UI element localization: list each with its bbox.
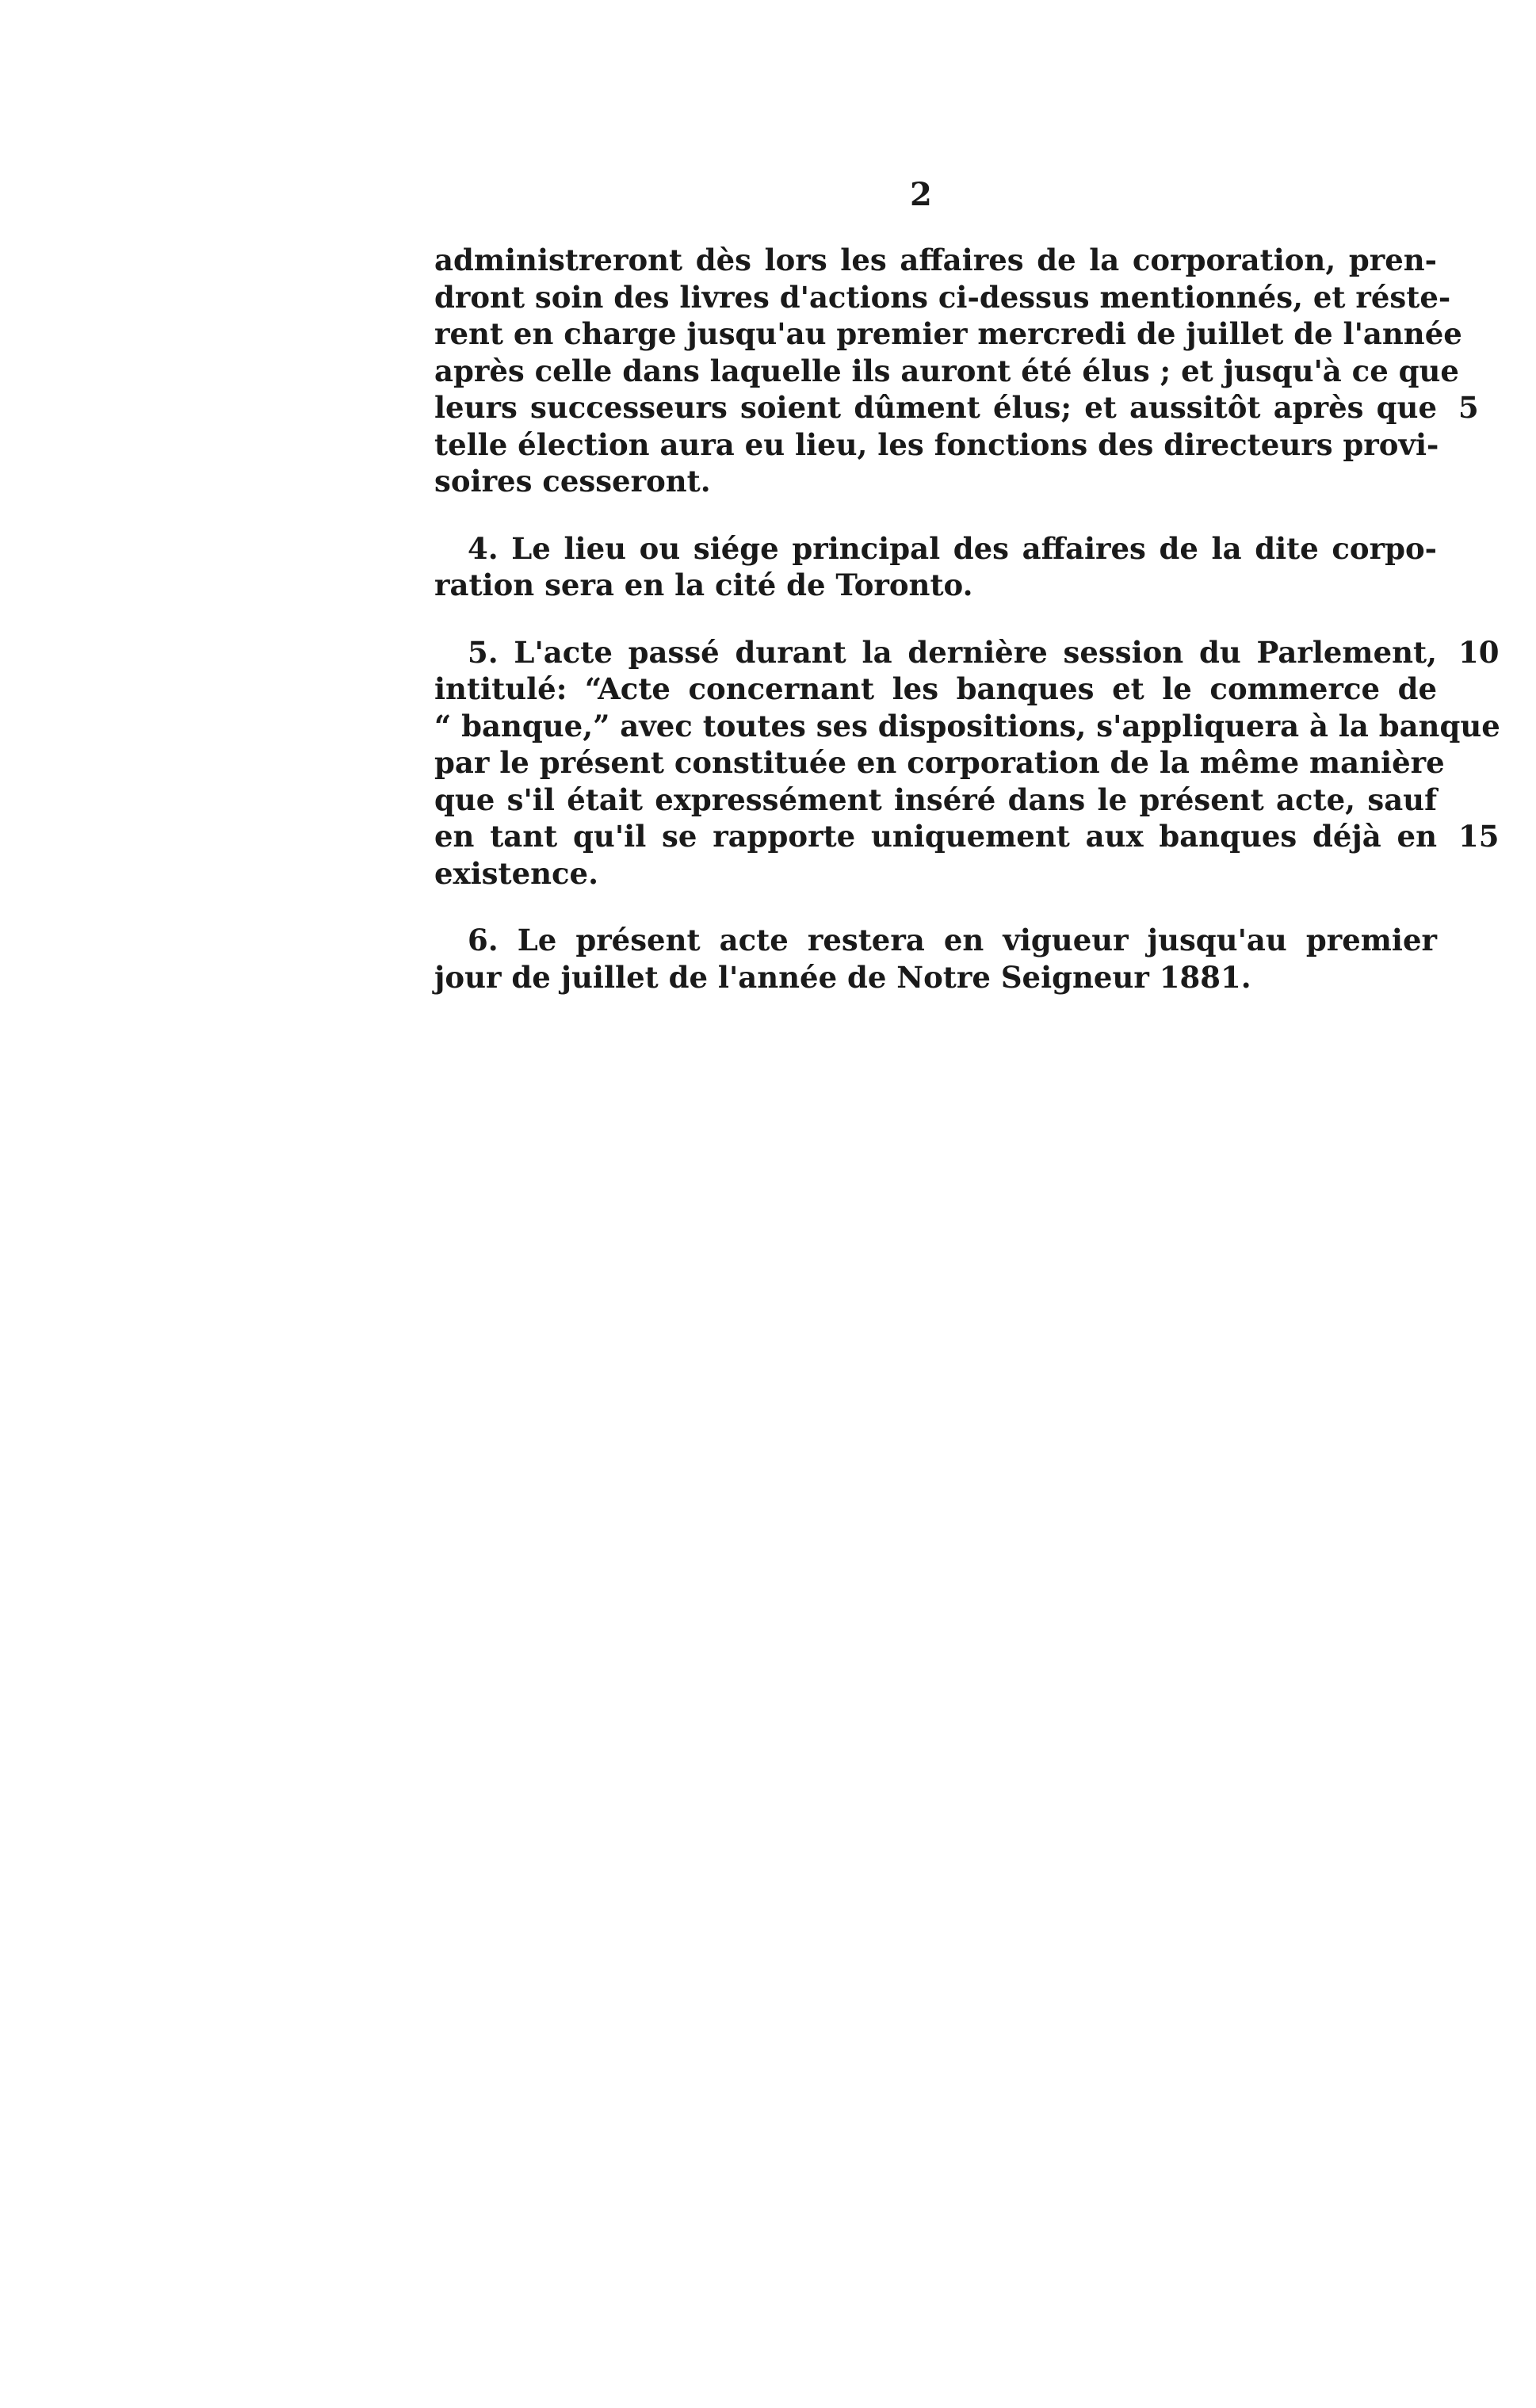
page-number: 2 bbox=[910, 176, 933, 213]
text-line: telle élection aura eu lieu, les fonctions des directeurs provi- bbox=[434, 426, 1439, 462]
text-line: jour de juillet de l'année de Notre Seigneur 1881. bbox=[434, 959, 1251, 995]
margin-line-number: 10 bbox=[1458, 634, 1500, 670]
text-line: intitulé: “Acte concernant les banques et le commerce de bbox=[434, 671, 1437, 706]
body-text bbox=[434, 242, 1500, 996]
section-number: 4. bbox=[468, 530, 499, 566]
margin-line-number: 5 bbox=[1458, 390, 1479, 425]
section-5 bbox=[434, 634, 1500, 892]
section-number: 6. bbox=[468, 923, 499, 957]
text-line: administreront dès lors les affaires de la corporation, pren- bbox=[434, 243, 1437, 277]
text-line: rent en charge jusqu'au premier mercredi de juillet de l'année bbox=[434, 316, 1462, 351]
section-4 bbox=[434, 530, 1437, 604]
text-line: leurs successeurs soient dûment élus; et aussitôt après que 5 bbox=[434, 390, 1479, 425]
text-line: dront soin des livres d'actions ci-dessus mentionnés, et réste- bbox=[434, 279, 1451, 315]
text-line: que s'il était expressément inséré dans le présent acte, sauf bbox=[434, 782, 1437, 817]
text-line: après celle dans laquelle ils auront été élus ; et jusqu'à ce que bbox=[434, 353, 1459, 388]
margin-line-number: 15 bbox=[1458, 819, 1500, 854]
text-line: soires cesseront. bbox=[434, 464, 711, 499]
text-line: “ banque,” avec toutes ses dispositions, s'appliquera à la banque bbox=[434, 708, 1500, 743]
text-line: 6. Le présent acte restera en vigueur jusqu'au premier bbox=[468, 923, 1437, 957]
text-line: en tant qu'il se rapporte uniquement aux banques déjà en 15 bbox=[434, 819, 1500, 854]
text-line: 5. L'acte passé durant la dernière session du Parlement, 10 bbox=[468, 634, 1500, 670]
text-line: par le présent constituée en corporation de la même manière bbox=[434, 745, 1445, 780]
text-line: 4. Le lieu ou siége principal des affaires de la dite corpo- bbox=[468, 530, 1438, 566]
section-6 bbox=[434, 922, 1437, 996]
text-line: ration sera en la cité de Toronto. bbox=[434, 568, 973, 602]
text-line: existence. bbox=[434, 855, 598, 891]
paragraph-continuation bbox=[434, 242, 1479, 500]
section-number: 5. bbox=[468, 634, 499, 670]
